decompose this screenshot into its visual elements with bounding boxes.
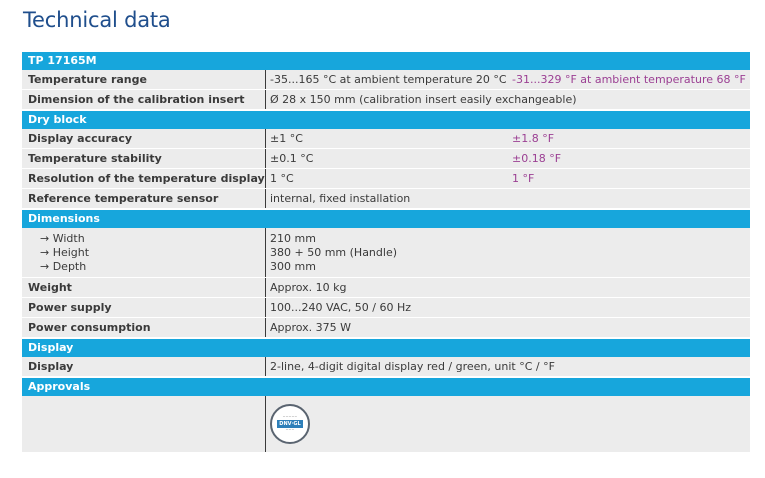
section-header-approvals: Approvals (22, 377, 750, 396)
row-label: Temperature stability (22, 149, 266, 168)
row-value-fahrenheit: 1 °F (512, 171, 535, 185)
table-row-approvals (22, 396, 750, 453)
height-value: 380 + 50 mm (Handle) (270, 245, 397, 259)
row-label: Power supply (22, 298, 266, 317)
width-label: → Width (40, 231, 85, 245)
row-value-celsius: ±0.1 °C (270, 151, 314, 165)
row-label: Temperature range (22, 70, 266, 89)
section-header-dimensions: Dimensions (22, 209, 750, 228)
table-row-power-supply (22, 298, 750, 318)
row-value: 100...240 VAC, 50 / 60 Hz (270, 300, 412, 314)
row-value: Ø 28 x 150 mm (calibration insert easily exchangeable) (270, 92, 577, 106)
row-value: 2-line, 4-digit digital display red / green, unit °C / °F (270, 359, 555, 373)
row-label-group (22, 228, 266, 277)
row-value: internal, fixed installation (270, 191, 411, 205)
technical-data-table (22, 51, 750, 453)
section-header-display: Display (22, 338, 750, 357)
table-row-insert-dimension (22, 90, 750, 110)
page-title: Technical data (23, 8, 171, 32)
row-label: Display accuracy (22, 129, 266, 148)
table-row-display-accuracy (22, 129, 750, 149)
row-value-fahrenheit: -31...329 °F at ambient temperature 68 °F (512, 72, 746, 86)
section-header-model: TP 17165M (22, 51, 750, 70)
row-value: Approx. 10 kg (270, 280, 347, 294)
cert-band: DNV·GL (277, 420, 303, 428)
cert-bottom-line: ~~~ (285, 428, 295, 432)
row-label: Display (22, 357, 266, 376)
row-label: Resolution of the temperature display (22, 169, 266, 188)
section-header-dry-block: Dry block (22, 110, 750, 129)
row-value-celsius: 1 °C (270, 171, 294, 185)
row-label: Power consumption (22, 318, 266, 337)
table-row-reference-sensor (22, 189, 750, 209)
table-row-temperature-range (22, 70, 750, 90)
row-value: Approx. 375 W (270, 320, 352, 334)
row-value-fahrenheit: ±0.18 °F (512, 151, 562, 165)
cert-top-line: ~~~~~ (282, 415, 298, 419)
row-value-celsius: -35...165 °C at ambient temperature 20 °C (270, 72, 507, 86)
table-row-size (22, 228, 750, 278)
row-value-cert (266, 396, 750, 452)
height-label: → Height (40, 245, 90, 259)
table-row-display (22, 357, 750, 377)
table-row-weight (22, 278, 750, 298)
row-value-group (266, 228, 750, 277)
row-label: Dimension of the calibration insert (22, 90, 266, 109)
depth-value: 300 mm (270, 259, 316, 273)
row-label: Reference temperature sensor (22, 189, 266, 208)
width-value: 210 mm (270, 231, 316, 245)
table-row-power-consumption (22, 318, 750, 338)
row-value-celsius: ±1 °C (270, 131, 303, 145)
table-row-resolution (22, 169, 750, 189)
dnv-gl-certificate-icon (270, 404, 310, 444)
table-row-temperature-stability (22, 149, 750, 169)
row-value-fahrenheit: ±1.8 °F (512, 131, 555, 145)
row-label: Weight (22, 278, 266, 297)
depth-label: → Depth (40, 259, 87, 273)
row-label-empty (22, 396, 266, 452)
